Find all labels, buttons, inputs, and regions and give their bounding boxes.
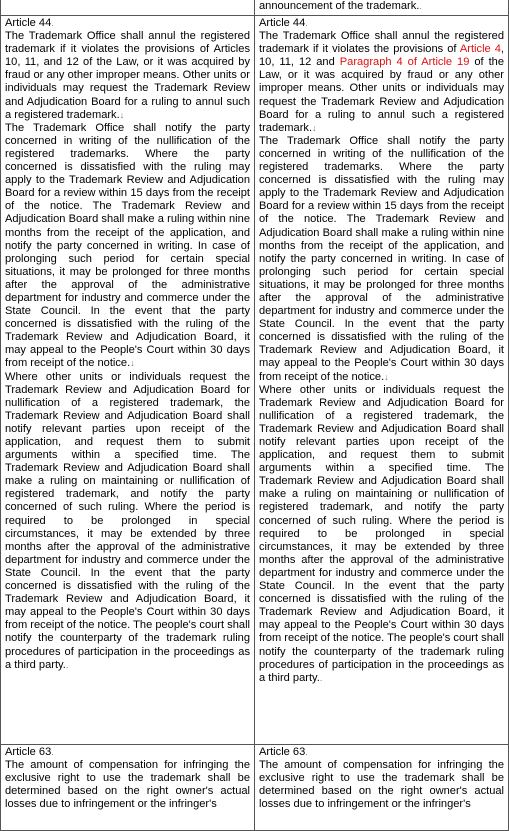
table-row [1, 745, 509, 831]
paragraph: Where other units or individuals request the Trademark Review and Adjudication Board for nullification of a registered trademark, the Trademark Review and Adjudication Board shall notify relevant parties upon receipt of the application, and request them to submit arguments within a specified time. The Trademark Review and Adjudication Board shall make a ruling on maintaining or nullification of registered trademark, and notify the party concerned of such ruling. Where the period is required to be prolonged in special circumstances, it may be extended by three months after the approval of the administrative department for industry and commerce under the State Council. In the event that the party concerned is dissatisfied with the ruling of the Trademark Review and Adjudication Board, it may appeal to the People's Court within 30 days from receipt of the notice. The people's court shall notify the counterparty of the trademark ruling procedures of participation in the proceedings as a third party.. [5, 370, 250, 671]
right-cell-top [255, 0, 509, 16]
left-cell-top [1, 0, 255, 16]
right-top-text: announcement of the trademark. [259, 0, 420, 12]
paragraph: The amount of compensation for infringing the exclusive right to use the trademark shall be determined based on the right owner's actual losses due to infringement or the infringer's [259, 759, 504, 811]
paragraph: The Trademark Office shall annul the registered trademark if it violates the provisions of Article 4, 10, 11, 12 and Paragraph 4 of Article 19 of the Law, or it was acquired by fraud or any other improper means. Other units or individuals may request the Trademark Review and Adjudication Board for a ruling to annul such a registered trademark.↓ [259, 30, 505, 134]
article-heading: Article 63. [259, 746, 308, 758]
table-row [1, 0, 509, 16]
paragraph: The Trademark Office shall annul the registered trademark if it violates the provisions of Articles 10, 11, and 12 of the Law, or it was acquired by fraud or any other improper means. Other units or individuals may request the Trademark Review and Adjudication Board for a ruling to annul such a registered trademark.↓ [5, 30, 250, 121]
revised-text: Article 4 [459, 43, 501, 56]
revised-text: Paragraph 4 of Article 19 [339, 56, 470, 69]
paragraph: The Trademark Office shall notify the party concerned in writing of the nullification of the registered trademarks. Where the party concerned is dissatisfied with the ruling may apply to the Trademark Review and Adjudication Board for a review within 15 days from the receipt of the notice. The Trademark Review and Adjudication Board shall make a ruling within nine months from the receipt of the application, and notify the party concerned in writing. In case of prolonging such period for certain special situations, it may be prolonged for three months after the approval of the administrative department for industry and commerce under the State Council. In the event that the party concerned is dissatisfied with the ruling of the Trademark Review and Adjudication Board, it may appeal to the People's Court within 30 days from receipt of the notice.↓ [259, 134, 504, 383]
article-heading: Article 44. [5, 17, 54, 29]
article-heading: Article 63. [5, 746, 54, 758]
paragraph: Where other units or individuals request the Trademark Review and Adjudication Board for nullification of a registered trademark, the Trademark Review and Adjudication Board shall notify relevant parties upon receipt of the application, and request them to submit arguments within a specified time. The Trademark Review and Adjudication Board shall make a ruling on maintaining or nullification of registered trademark, and notify the party concerned of such ruling. Where the period is required to be prolonged in special circumstances, it may be extended by three months after the approval of the administrative department for industry and commerce under the State Council. In the event that the party concerned is dissatisfied with the ruling of the Trademark Review and Adjudication Board, it may appeal to the People's Court within 30 days from receipt of the notice. The people's court shall notify the counterparty of the trademark ruling procedures of participation in the proceedings as a third party.. [259, 383, 504, 684]
right-cell-article63 [255, 745, 509, 831]
right-cell-article44 [255, 16, 509, 745]
article-heading: Article 44. [259, 17, 308, 29]
left-cell-article44 [1, 16, 255, 745]
paragraph: The Trademark Office shall notify the party concerned in writing of the nullification of the registered trademarks. Where the party concerned is dissatisfied with the ruling may apply to the Trademark Review and Adjudication Board for a review within 15 days from the receipt of the notice. The Trademark Review and Adjudication Board shall make a ruling within nine months from the receipt of the application, and notify the party concerned in writing. In case of prolonging such period for certain special situations, it may be prolonged for three months after the approval of the administrative department for industry and commerce under the State Council. In the event that the party concerned is dissatisfied with the ruling of the Trademark Review and Adjudication Board, it may appeal to the People's Court within 30 days from receipt of the notice.↓ [5, 121, 250, 370]
paragraph: The amount of compensation for infringing the exclusive right to use the trademark shall be determined based on the right owner's actual losses due to infringement or the infringer's [5, 759, 250, 811]
left-cell-article63 [1, 745, 255, 831]
table-row [1, 16, 509, 745]
cell-end-mark: . [419, 1, 422, 11]
